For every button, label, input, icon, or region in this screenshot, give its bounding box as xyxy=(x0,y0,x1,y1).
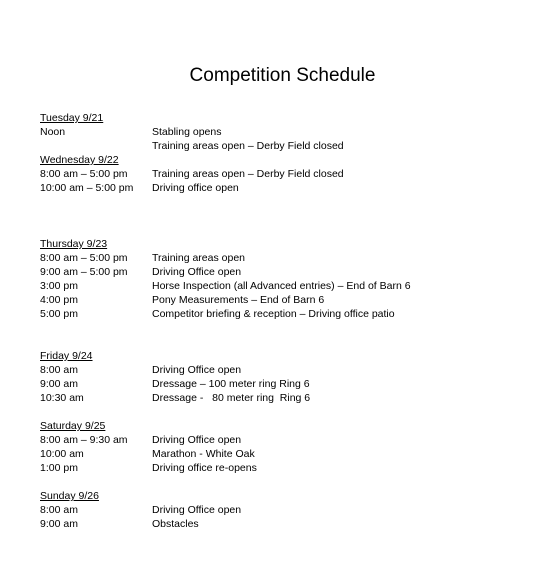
row-time xyxy=(40,139,152,153)
schedule-row xyxy=(40,517,520,531)
row-time: 9:00 am – 5:00 pm xyxy=(40,266,128,278)
schedule-row xyxy=(40,447,520,461)
day-friday xyxy=(40,349,520,405)
row-time: 8:00 am – 5:00 pm xyxy=(40,168,128,180)
schedule-row xyxy=(40,125,520,139)
schedule xyxy=(40,111,520,531)
row-event: Training areas open – Derby Field closed xyxy=(152,168,344,180)
row-event: Competitor briefing & reception – Driving office patio xyxy=(152,308,395,320)
schedule-row xyxy=(40,307,520,321)
row-time: 4:00 pm xyxy=(40,294,78,306)
row-time: 10:30 am xyxy=(40,392,84,404)
schedule-row xyxy=(40,279,520,293)
schedule-row xyxy=(40,251,520,265)
row-event: Driving Office open xyxy=(152,266,242,278)
day-header: Sunday 9/26 xyxy=(40,490,99,502)
row-event: Stabling opens xyxy=(152,126,222,138)
row-time: 10:00 am – 5:00 pm xyxy=(40,182,134,194)
schedule-row xyxy=(40,461,520,475)
row-time: 3:00 pm xyxy=(40,280,78,292)
row-time: 1:00 pm xyxy=(40,462,78,474)
schedule-row xyxy=(40,503,520,517)
spacer xyxy=(40,195,520,237)
row-event: Driving Office open xyxy=(152,504,242,516)
row-time: 8:00 am – 9:30 am xyxy=(40,434,128,446)
day-wednesday xyxy=(40,153,520,195)
spacer xyxy=(40,475,520,489)
day-thursday xyxy=(40,237,520,321)
row-event: Driving Office open xyxy=(152,434,242,446)
day-header: Saturday 9/25 xyxy=(40,420,106,432)
page-title: Competition Schedule xyxy=(189,65,376,86)
spacer xyxy=(40,405,520,419)
day-tuesday xyxy=(40,111,520,153)
row-event: Obstacles xyxy=(152,518,199,530)
day-header: Wednesday 9/22 xyxy=(40,154,119,166)
row-event: Driving office re-opens xyxy=(152,462,257,474)
row-time: 9:00 am xyxy=(40,518,78,530)
row-event: Marathon - White Oak xyxy=(152,448,255,460)
row-time: 10:00 am xyxy=(40,448,84,460)
row-event: Horse Inspection (all Advanced entries) – End of Barn 6 xyxy=(152,280,411,292)
day-saturday xyxy=(40,419,520,475)
schedule-row xyxy=(40,265,520,279)
row-time: 9:00 am xyxy=(40,378,78,390)
schedule-row xyxy=(40,167,520,181)
schedule-row xyxy=(40,377,520,391)
row-event: Training areas open xyxy=(152,252,246,264)
row-event: Driving Office open xyxy=(152,364,242,376)
row-event: Training areas open – Derby Field closed xyxy=(152,140,344,152)
day-header: Tuesday 9/21 xyxy=(40,112,104,124)
day-sunday xyxy=(40,489,520,531)
day-header: Friday 9/24 xyxy=(40,350,93,362)
row-time: 8:00 am xyxy=(40,504,78,516)
schedule-row xyxy=(40,293,520,307)
schedule-row xyxy=(40,363,520,377)
row-time: 8:00 am – 5:00 pm xyxy=(40,252,128,264)
schedule-row xyxy=(40,139,520,153)
row-event: Dressage - 80 meter ring Ring 6 xyxy=(152,392,311,404)
schedule-row xyxy=(40,433,520,447)
spacer xyxy=(40,321,520,349)
row-event: Dressage – 100 meter ring Ring 6 xyxy=(152,378,310,390)
row-time: 8:00 am xyxy=(40,364,78,376)
day-header: Thursday 9/23 xyxy=(40,238,108,250)
row-event: Pony Measurements – End of Barn 6 xyxy=(152,294,325,306)
schedule-row xyxy=(40,391,520,405)
row-time: Noon xyxy=(40,126,66,138)
schedule-row xyxy=(40,181,520,195)
row-event: Driving office open xyxy=(152,182,239,194)
row-time: 5:00 pm xyxy=(40,308,78,320)
